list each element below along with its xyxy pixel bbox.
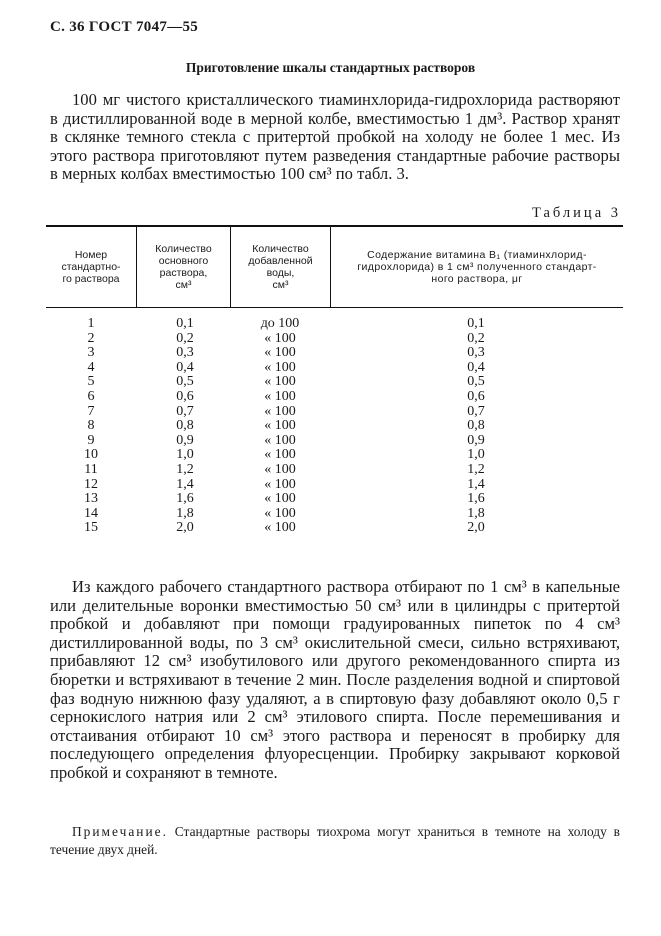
- table-row: [46, 405, 623, 420]
- table-cell-row-number: 3: [87, 345, 95, 361]
- table-cell-row-number: 15: [84, 520, 98, 536]
- table-cell-water-volume: « 100: [264, 491, 296, 507]
- table-body: [46, 317, 623, 536]
- table-cell-vitamin-content: 1,6: [467, 491, 485, 507]
- table-cell-row-number: 11: [84, 461, 98, 477]
- table-cell-row-number: 7: [87, 403, 95, 419]
- table-row: [46, 478, 623, 493]
- table-cell-water-volume: « 100: [264, 374, 296, 390]
- paragraph-2: Из каждого рабочего стандартного раствора отбирают по 1 см³ в капельные или делительные воронки вместимостью 50 см³ или в цилиндры с притертой пробкой и добавляют при помощи градуированных пипеток по 4 см³ дистиллированной воды, по 3 см³ окислительной смеси, сильно встряхивают, прибавляют 12 см³ изобутилового или другого рекомендованного спирта из бюретки и встряхивают в течение 2 мин. После разделения водной и спиртовой фаз водную нижнюю фазу удаляют, а в спиртовую фазу добавляют около 0,5 г сернокислого натрия или 2 см³ этилового спирта. После перемешивания и отстаивания отбирают 10 см³ этого раствора и переносят в пробирку для последующего определения флуоресценции. Пробирку закрывают корковой пробкой и сохраняют в темноте.: [50, 577, 620, 782]
- table-cell-vitamin-content: 1,2: [467, 461, 485, 477]
- running-head: С. 36 ГОСТ 7047—55: [50, 19, 199, 35]
- table-cell-vitamin-content: 2,0: [467, 520, 485, 536]
- table-cell-row-number: 9: [87, 432, 95, 448]
- table-cell-row-number: 4: [87, 359, 95, 375]
- table-row: [46, 448, 623, 463]
- table-cell-row-number: 13: [84, 491, 98, 507]
- note-label: Примечание.: [72, 824, 168, 839]
- table-row: [46, 317, 623, 332]
- table-cell-base-volume: 0,4: [176, 359, 194, 375]
- table-cell-row-number: 12: [84, 476, 98, 492]
- table-header-number: Номер стандартно- го раствора: [61, 249, 121, 285]
- table-cell-water-volume: « 100: [264, 505, 296, 521]
- table-cell-base-volume: 0,6: [176, 388, 194, 404]
- table-cell-vitamin-content: 0,8: [467, 418, 485, 434]
- table-row: [46, 361, 623, 376]
- table-cell-base-volume: 1,4: [176, 476, 194, 492]
- table-cell-water-volume: « 100: [264, 520, 296, 536]
- table-row: [46, 463, 623, 478]
- table-header-vitamin-content: Содержание витамина B₁ (тиаминхлорид- гидрохлорида) в 1 см³ полученного стандарт- ного раствора, μг: [357, 249, 597, 285]
- table-cell-vitamin-content: 0,1: [467, 316, 485, 331]
- table-header-base-volume: Количество основного раствора, см³: [155, 243, 212, 291]
- table-cell-row-number: 5: [87, 374, 95, 390]
- table-cell-vitamin-content: 1,4: [467, 476, 485, 492]
- table-row: [46, 419, 623, 434]
- table-cell-base-volume: 0,3: [176, 345, 194, 361]
- table-cell-vitamin-content: 0,9: [467, 432, 485, 448]
- table-cell-base-volume: 0,2: [176, 330, 194, 346]
- table-cell-row-number: 14: [84, 505, 98, 521]
- table-cell-base-volume: 0,1: [176, 316, 194, 331]
- table-caption: Таблица 3: [531, 205, 621, 221]
- table-cell-vitamin-content: 1,0: [467, 447, 485, 463]
- table-cell-vitamin-content: 0,4: [467, 359, 485, 375]
- table-cell-water-volume: « 100: [264, 403, 296, 419]
- table-cell-row-number: 8: [87, 418, 95, 434]
- paragraph-1: 100 мг чистого кристаллического тиаминхлорида-гидрохлорида растворяют в дистиллированной воде в мерной колбе, вместимостью 1 дм³. Раствор хранят в склянке темного стекла с притертой пробкой на холоду не более 1 мес. Из этого раствора приготовляют путем разведения стандартные рабочие растворы в мерных колбах вместимостью 100 см³ по табл. 3.: [50, 90, 620, 184]
- table-cell-water-volume: « 100: [264, 447, 296, 463]
- table-cell-water-volume: « 100: [264, 359, 296, 375]
- table-header-water-volume: Количество добавленной воды, см³: [248, 243, 313, 291]
- note-text: Стандартные растворы тиохрома могут храниться в темноте на холоду в течение двух дней.: [50, 824, 620, 857]
- table-header-rule: [46, 307, 623, 308]
- table-cell-vitamin-content: 0,6: [467, 388, 485, 404]
- table-cell-water-volume: « 100: [264, 388, 296, 404]
- table-cell-water-volume: « 100: [264, 345, 296, 361]
- table-cell-base-volume: 0,8: [176, 418, 194, 434]
- table-cell-row-number: 1: [87, 316, 95, 331]
- table-cell-water-volume: « 100: [264, 461, 296, 477]
- table-cell-base-volume: 1,0: [176, 447, 194, 463]
- table-cell-base-volume: 1,8: [176, 505, 194, 521]
- table-cell-vitamin-content: 0,3: [467, 345, 485, 361]
- table-cell-vitamin-content: 1,8: [467, 505, 485, 521]
- table-row: [46, 434, 623, 449]
- table-row: [46, 390, 623, 405]
- table-cell-vitamin-content: 0,7: [467, 403, 485, 419]
- table-cell-water-volume: « 100: [264, 432, 296, 448]
- table-cell-water-volume: « 100: [264, 330, 296, 346]
- table-cell-base-volume: 2,0: [176, 520, 194, 536]
- table-row: [46, 375, 623, 390]
- table-cell-row-number: 10: [84, 447, 98, 463]
- note: [50, 823, 620, 859]
- table-cell-base-volume: 0,5: [176, 374, 194, 390]
- table-cell-base-volume: 0,7: [176, 403, 194, 419]
- table-cell-water-volume: до 100: [260, 316, 300, 331]
- table-cell-base-volume: 1,6: [176, 491, 194, 507]
- table-row: [46, 507, 623, 522]
- section-title: Приготовление шкалы стандартных растворов: [185, 60, 476, 75]
- table-cell-row-number: 6: [87, 388, 95, 404]
- table-cell-vitamin-content: 0,2: [467, 330, 485, 346]
- table-row: [46, 346, 623, 361]
- table-cell-vitamin-content: 0,5: [467, 374, 485, 390]
- table-cell-water-volume: « 100: [264, 418, 296, 434]
- table-row: [46, 521, 623, 536]
- table-cell-base-volume: 1,2: [176, 461, 194, 477]
- table-cell-base-volume: 0,9: [176, 432, 194, 448]
- table-cell-row-number: 2: [87, 330, 95, 346]
- table-row: [46, 332, 623, 347]
- table-row: [46, 492, 623, 507]
- table-cell-water-volume: « 100: [264, 476, 296, 492]
